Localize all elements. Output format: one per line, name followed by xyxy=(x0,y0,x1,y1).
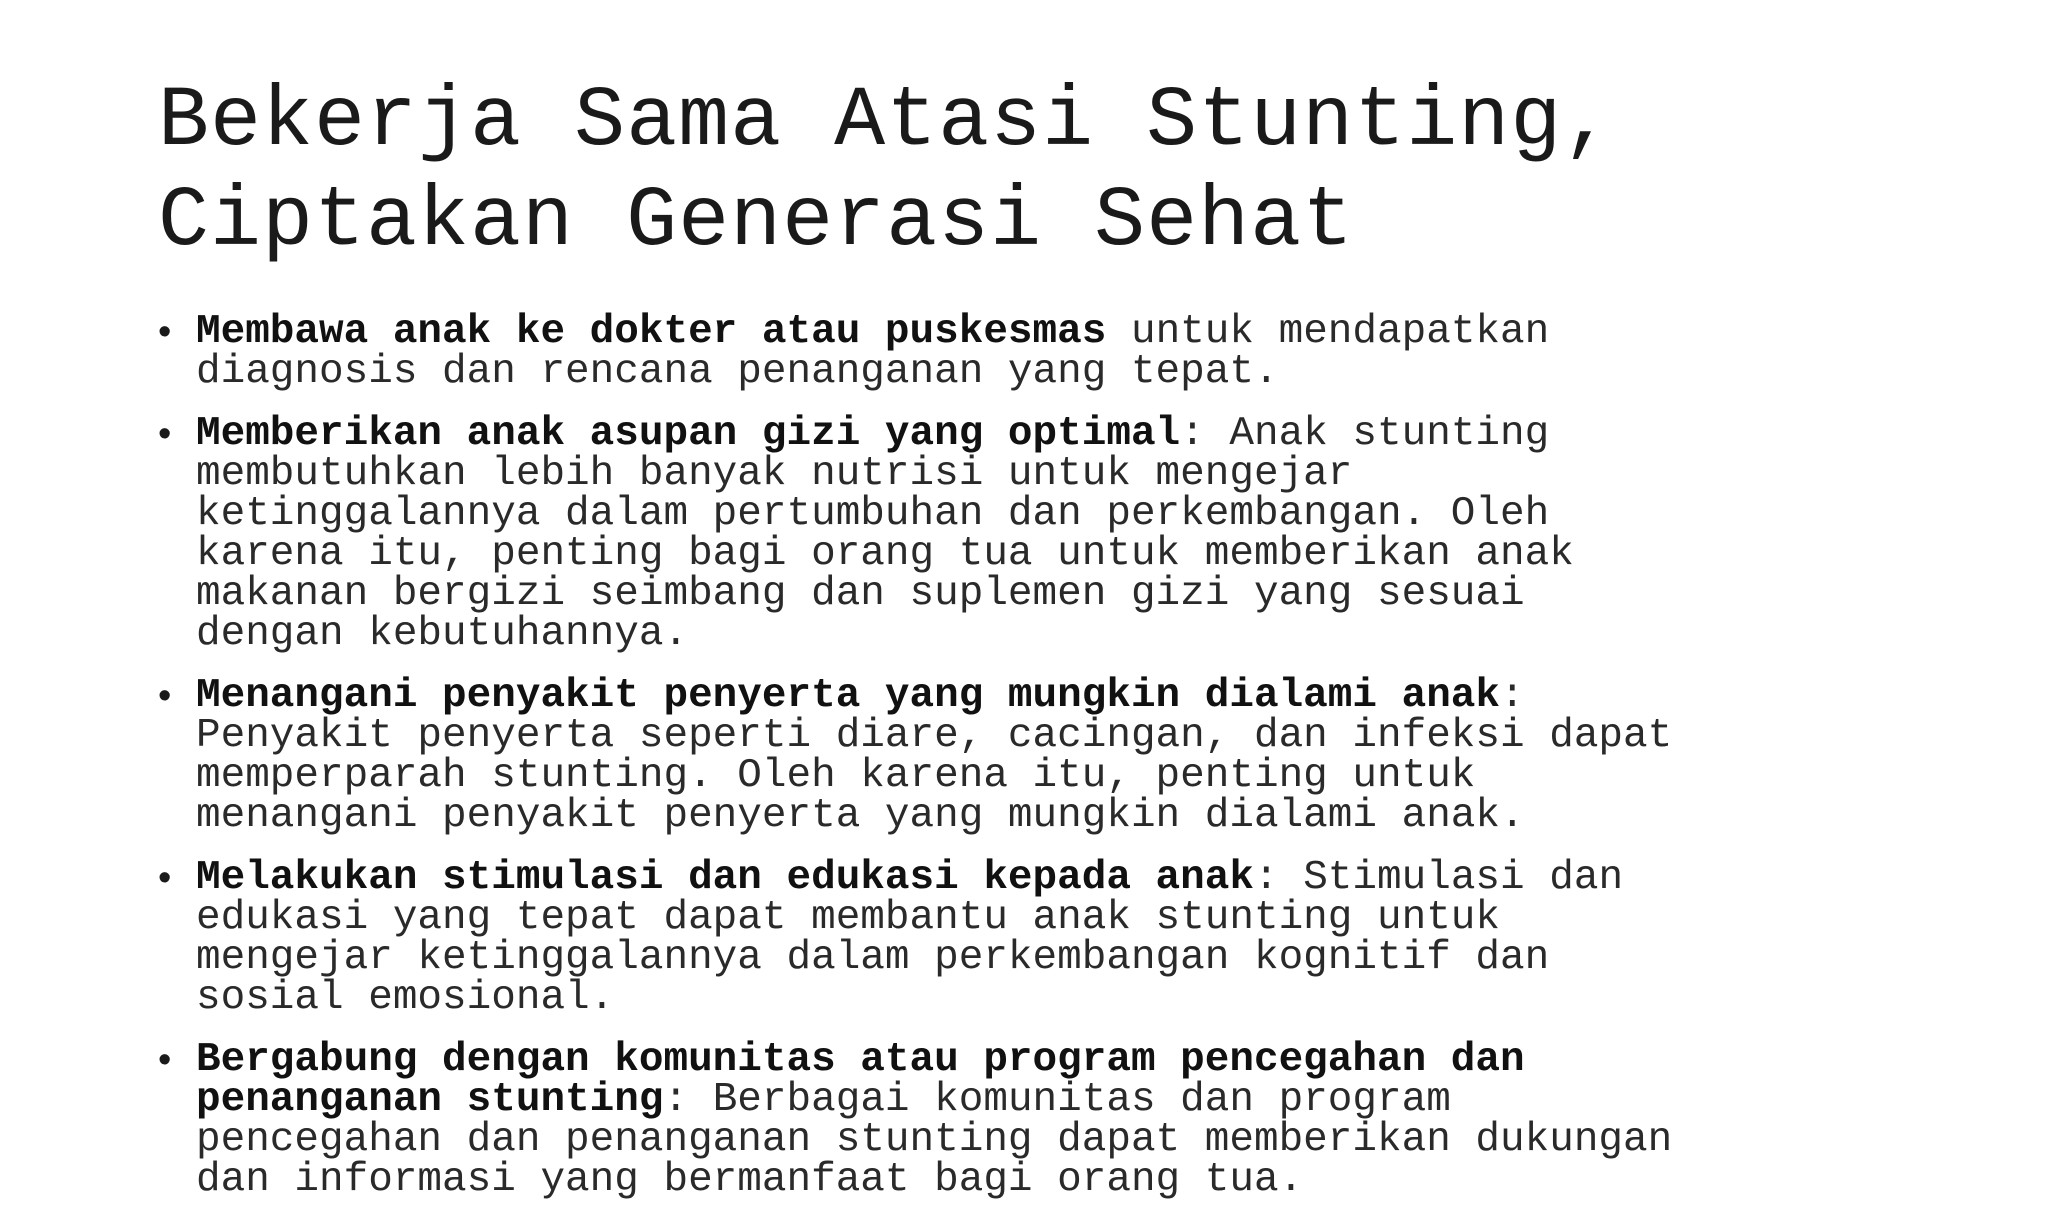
bullet-text: Penyakit penyerta seperti diare, cacingan, dan infeksi dapat xyxy=(196,713,1673,759)
bullet-bold-text: Membawa anak ke dokter atau puskesmas xyxy=(196,309,1107,355)
bullet-text: : Stimulasi dan xyxy=(1253,855,1624,901)
bullet-line xyxy=(196,1037,1998,1083)
bullet-marker: • xyxy=(158,675,172,717)
bullet-text: memperparah stunting. Oleh karena itu, penting untuk xyxy=(196,753,1476,799)
bullet-text: diagnosis dan rencana penanganan yang tepat. xyxy=(196,349,1279,395)
bullet-text: mengejar ketinggalannya dalam perkembangan kognitif dan xyxy=(196,935,1550,981)
bullet-marker: • xyxy=(158,413,172,455)
bullet-line xyxy=(196,451,1998,497)
bullet-line xyxy=(196,309,1998,355)
bullet-item xyxy=(158,411,1998,657)
bullet-marker: • xyxy=(158,311,172,353)
bullet-line xyxy=(196,895,1998,941)
bullet-text: untuk mendapatkan xyxy=(1106,309,1550,355)
bullet-item xyxy=(158,309,1998,395)
bullet-line xyxy=(196,571,1998,617)
bullet-bold-text: Melakukan stimulasi dan edukasi kepada anak xyxy=(196,855,1254,901)
bullet-text: pencegahan dan penanganan stunting dapat memberikan dukungan xyxy=(196,1117,1673,1163)
bullet-text: : xyxy=(1500,673,1525,719)
bullet-text: edukasi yang tepat dapat membantu anak stunting untuk xyxy=(196,895,1501,941)
bullet-line xyxy=(196,793,1998,839)
bullet-text: dengan kebutuhannya. xyxy=(196,611,689,657)
bullet-line xyxy=(196,611,1998,657)
bullet-text: dan informasi yang bermanfaat bagi orang tua. xyxy=(196,1157,1304,1203)
bullet-line xyxy=(196,531,1998,577)
bullet-line xyxy=(196,753,1998,799)
bullet-line xyxy=(196,935,1998,981)
bullet-bold-text: penanganan stunting xyxy=(196,1077,664,1123)
bullet-item xyxy=(158,855,1998,1021)
bullet-text: makanan bergizi seimbang dan suplemen gizi yang sesuai xyxy=(196,571,1525,617)
bullet-text: menangani penyakit penyerta yang mungkin dialami anak. xyxy=(196,793,1525,839)
bullet-text: karena itu, penting bagi orang tua untuk memberikan anak xyxy=(196,531,1574,577)
bullet-line xyxy=(196,855,1998,901)
bullet-line xyxy=(196,491,1998,537)
bullet-line xyxy=(196,1077,1998,1123)
bullet-text: ketinggalannya dalam pertumbuhan dan perkembangan. Oleh xyxy=(196,491,1550,537)
bullet-line xyxy=(196,349,1998,395)
bullet-item xyxy=(158,673,1998,839)
bullet-line xyxy=(196,673,1998,719)
bullet-text: : Anak stunting xyxy=(1180,411,1550,457)
bullet-list xyxy=(158,309,1998,1222)
bullet-marker: • xyxy=(158,1039,172,1081)
bullet-item xyxy=(158,1037,1998,1203)
slide-title-line: Ciptakan Generasi Sehat xyxy=(158,173,1355,270)
slide-title xyxy=(158,72,1958,272)
bullet-bold-text: Bergabung dengan komunitas atau program pencegahan dan xyxy=(196,1037,1525,1083)
bullet-marker: • xyxy=(158,857,172,899)
bullet-text: : Berbagai komunitas dan program xyxy=(663,1077,1451,1123)
bullet-line xyxy=(196,411,1998,457)
bullet-line xyxy=(196,975,1998,1021)
bullet-line xyxy=(196,1117,1998,1163)
bullet-line xyxy=(196,713,1998,759)
bullet-text: sosial emosional. xyxy=(196,975,615,1021)
bullet-bold-text: Memberikan anak asupan gizi yang optimal xyxy=(196,411,1181,457)
bullet-line xyxy=(196,1157,1998,1203)
slide-title-line: Bekerja Sama Atasi Stunting, xyxy=(158,73,1615,170)
bullet-bold-text: Menangani penyakit penyerta yang mungkin dialami anak xyxy=(196,673,1501,719)
bullet-text: membutuhkan lebih banyak nutrisi untuk mengejar xyxy=(196,451,1353,497)
